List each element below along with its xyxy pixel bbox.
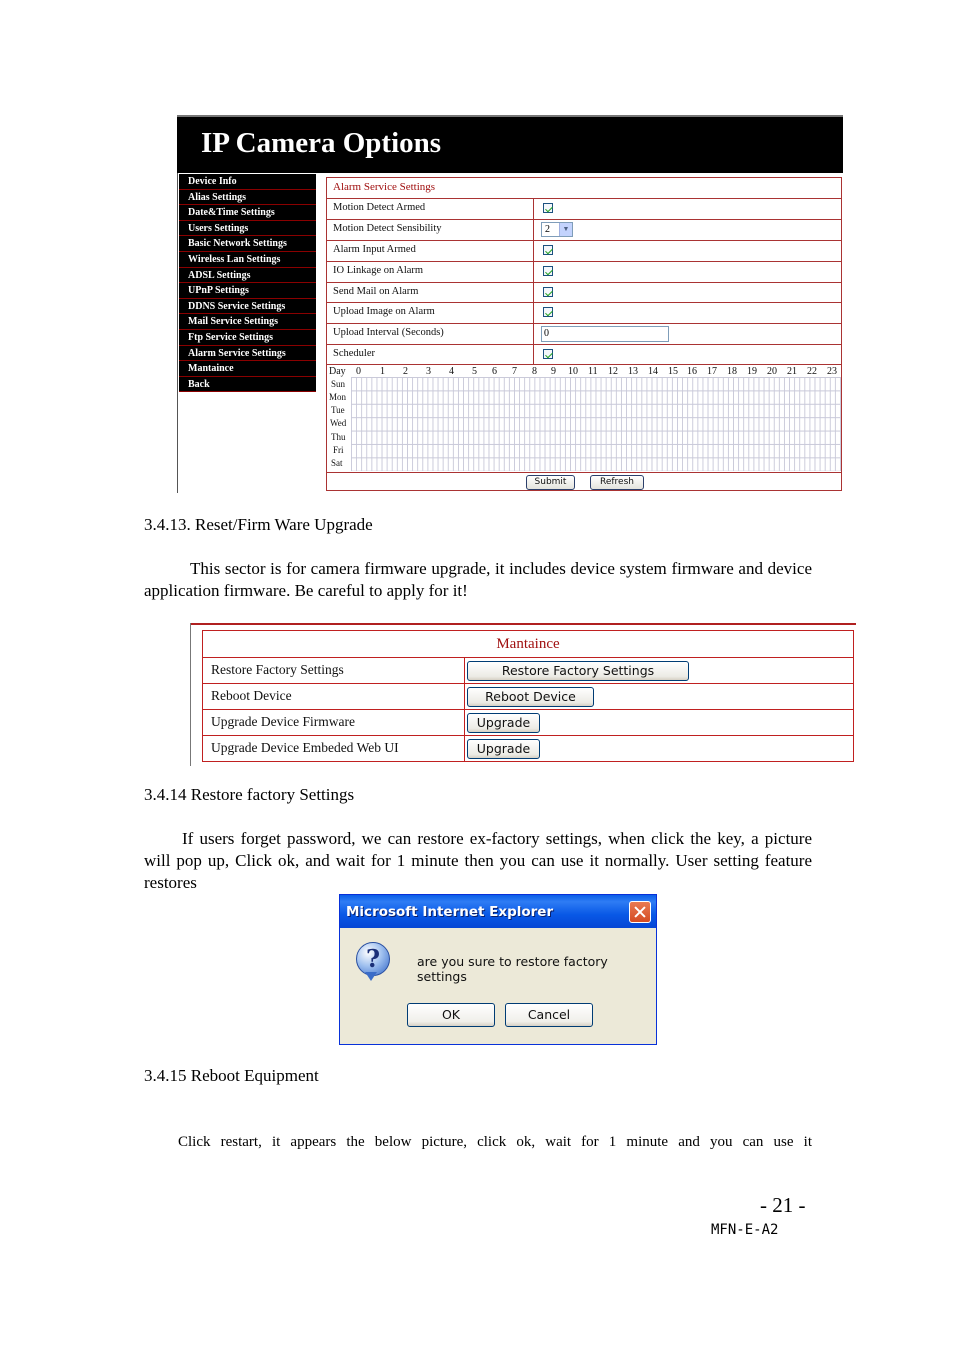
question-icon: ? [356,942,390,976]
row-label: Alarm Input Armed [333,244,416,255]
document-code: MFN-E-A2 [711,1222,779,1238]
hour-label: 17 [707,366,717,377]
camera-header [177,115,843,173]
menu-item-wireless-lan-settings[interactable]: Wireless Lan Settings [179,252,316,268]
day-label: Mon [329,392,347,402]
menu-item-adsl-settings[interactable]: ADSL Settings [179,268,316,284]
row-label: Send Mail on Alarm [333,286,419,297]
section-heading-reboot: 3.4.15 Reboot Equipment [144,1066,319,1085]
hour-label: 2 [403,366,408,377]
hour-label: 12 [608,366,618,377]
row-label: Upload Image on Alarm [333,306,435,317]
dialog-title: Microsoft Internet Explorer [346,904,554,920]
menu-item-mantaince[interactable]: Mantaince [179,361,316,377]
menu-item-users-settings[interactable]: Users Settings [179,221,316,237]
row-label: Restore Factory Settings [211,662,344,677]
menu-item-upnp-settings[interactable]: UPnP Settings [179,283,316,299]
io-linkage-checkbox[interactable] [543,266,553,276]
upload-image-checkbox[interactable] [543,307,553,317]
hour-label: 19 [747,366,757,377]
row-upgrade-firmware [203,709,853,736]
hour-label: 22 [807,366,817,377]
upgrade-web-ui-button[interactable]: Upgrade [467,739,540,759]
hour-label: 18 [727,366,737,377]
refresh-button[interactable]: Refresh [590,475,644,490]
menu-item-back[interactable]: Back [179,377,316,393]
restore-factory-settings-button[interactable]: Restore Factory Settings [467,661,689,681]
row-alarm-input-armed [327,240,841,261]
row-label: Motion Detect Armed [333,202,426,213]
day-label: Sat [331,458,343,468]
day-label: Wed [330,418,347,428]
row-label: Scheduler [333,348,375,359]
page-number: - 21 - [760,1193,806,1217]
menu-item-device-info[interactable]: Device Info [179,174,316,190]
submit-button[interactable]: Submit [526,475,575,490]
mantaince-panel [202,630,854,762]
section-heading-reset: 3.4.13. Reset/Firm Ware Upgrade [144,515,373,534]
menu-item-ftp-service-settings[interactable]: Ftp Service Settings [179,330,316,346]
section-heading-restore: 3.4.14 Restore factory Settings [144,785,355,804]
row-send-mail [327,282,841,303]
upload-interval-input[interactable]: 0 [541,326,669,342]
day-label: Thu [331,432,346,442]
section-body-reset: This sector is for camera firmware upgrade, it includes device system firmware and device application firmware. Be careful to apply for it! [144,559,812,600]
hour-label: 15 [668,366,678,377]
row-upgrade-web-ui [203,735,853,761]
row-io-linkage [327,261,841,282]
dialog-titlebar [340,895,656,928]
alarm-service-panel [326,177,842,491]
scheduler-checkbox[interactable] [543,349,553,359]
day-label: Fri [333,445,344,455]
hour-label: 3 [426,366,431,377]
hour-label: 7 [512,366,517,377]
hour-label: 1 [380,366,385,377]
day-header: Day [329,366,346,377]
camera-menu [179,174,316,392]
hour-label: 5 [472,366,477,377]
section-body-reboot: Click restart, it appears the below picture, click ok, wait for 1 minute and you can use it [178,1134,812,1150]
ok-button[interactable]: OK [407,1003,495,1027]
row-scheduler [327,344,841,365]
alarm-input-armed-checkbox[interactable] [543,245,553,255]
hour-label: 16 [687,366,697,377]
schedule-grid[interactable] [351,377,841,471]
alarm-panel-title: Alarm Service Settings [333,181,436,193]
motion-detect-armed-checkbox[interactable] [543,203,553,213]
camera-title: IP Camera Options [201,127,442,159]
alarm-panel-footer [327,472,841,492]
hour-label: 10 [568,366,578,377]
row-label: Motion Detect Sensibility [333,223,442,234]
camera-left-border [177,173,178,493]
chevron-down-icon: ▼ [559,223,572,236]
section-body-restore: If users forget password, we can restore ex-factory settings, when click the key, a picture will pop up, Click ok, and wait for 1 minute then you can use it normally. User setting feature restores [144,829,812,892]
ip-camera-options-screenshot [177,115,843,493]
hour-label: 4 [449,366,454,377]
hour-label: 8 [532,366,537,377]
cancel-button[interactable]: Cancel [505,1003,593,1027]
hour-label: 20 [767,366,777,377]
row-label: Upgrade Device Firmware [211,714,355,729]
menu-item-basic-network-settings[interactable]: Basic Network Settings [179,236,316,252]
hour-label: 13 [628,366,638,377]
dialog-body [343,928,653,1042]
confirm-dialog [339,894,657,1045]
sensibility-select[interactable]: 2 ▼ [541,222,573,237]
mantaince-title: Mantaince [496,636,560,652]
mantaince-screenshot [190,623,856,766]
menu-item-ddns-service-settings[interactable]: DDNS Service Settings [179,299,316,315]
row-reboot-device [203,683,853,710]
row-upload-image [327,302,841,323]
hour-label: 14 [648,366,658,377]
menu-item-alarm-service-settings[interactable]: Alarm Service Settings [179,346,316,362]
row-motion-detect-armed [327,198,841,219]
reboot-device-button[interactable]: Reboot Device [467,687,594,707]
menu-item-date-time-settings[interactable]: Date&Time Settings [179,205,316,221]
menu-item-mail-service-settings[interactable]: Mail Service Settings [179,314,316,330]
hour-label: 0 [356,366,361,377]
row-label: Upload Interval (Seconds) [333,327,444,338]
hour-label: 21 [787,366,797,377]
close-icon[interactable] [629,901,651,923]
row-label: IO Linkage on Alarm [333,265,424,276]
day-label: Sun [331,379,346,389]
hour-label: 9 [551,366,556,377]
hour-label: 6 [492,366,497,377]
row-upload-interval [327,323,841,344]
hour-label: 23 [827,366,837,377]
hour-label: 11 [588,366,598,377]
row-motion-detect-sensibility [327,219,841,240]
schedule-grid-area [327,364,841,473]
day-label: Tue [331,405,345,415]
send-mail-checkbox[interactable] [543,287,553,297]
dialog-message: are you sure to restore factory settings [417,954,608,984]
menu-item-alias-settings[interactable]: Alias Settings [179,190,316,206]
row-label: Upgrade Device Embeded Web UI [211,740,399,755]
row-restore-factory [203,657,853,684]
upgrade-firmware-button[interactable]: Upgrade [467,713,540,733]
row-label: Reboot Device [211,688,292,703]
